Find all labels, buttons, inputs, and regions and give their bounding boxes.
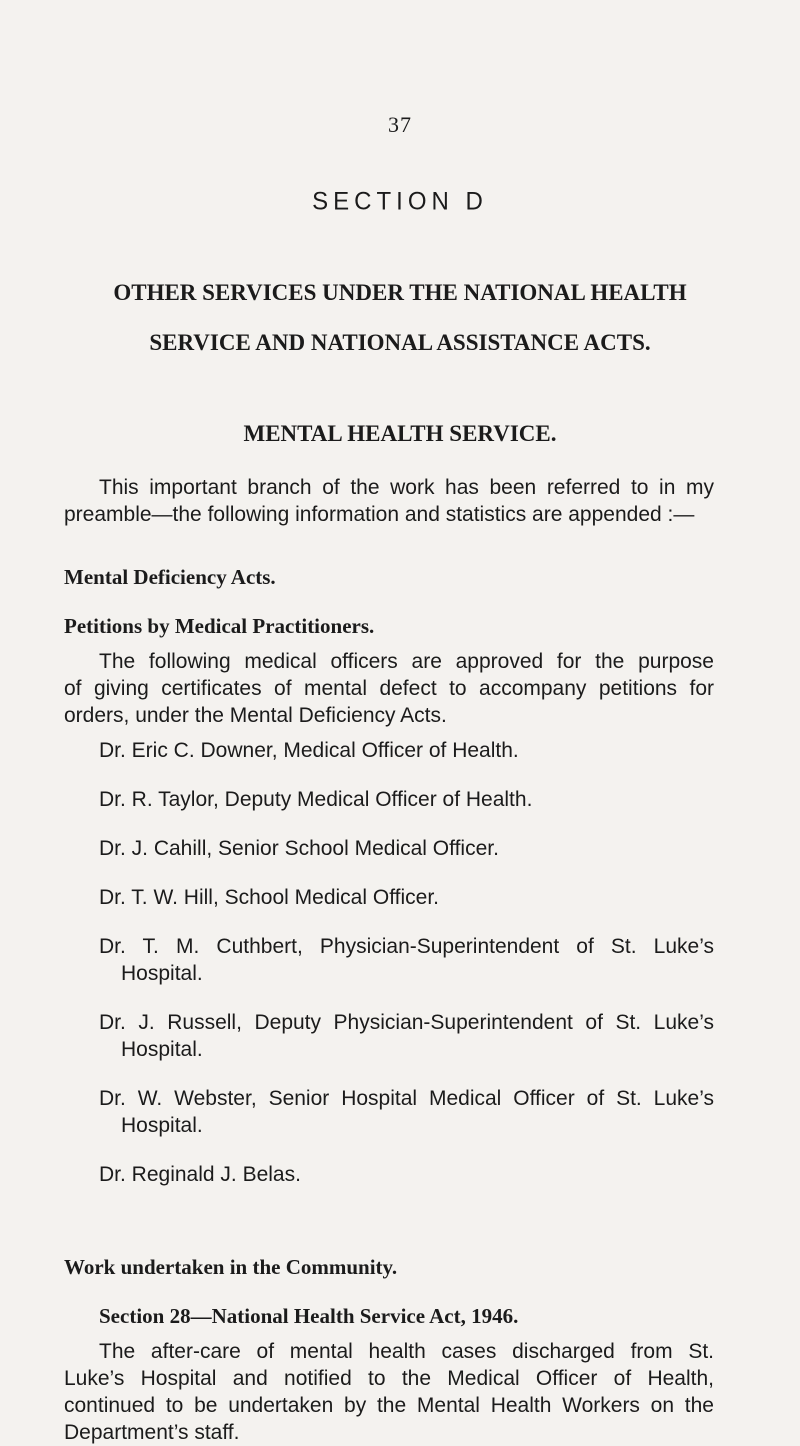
officer-entry [99,1161,714,1188]
officer-name: Dr. R. Taylor, Deputy Medical Officer of Health. [99,788,533,811]
petitions-line-1: The following medical officers are approved for the purpose [99,650,714,673]
aftercare-line-1: The after-care of mental health cases discharged from St. [99,1340,714,1363]
section-title: SECTION D [312,187,488,216]
officer-name: Dr. J. Cahill, Senior School Medical Officer. [99,837,499,860]
aftercare-line-3: continued to be undertaken by the Mental Health Workers on the [64,1394,714,1417]
petitions-heading: Petitions by Medical Practitioners. [64,614,375,638]
main-heading-line-2: SERVICE AND NATIONAL ASSISTANCE ACTS. [149,330,651,355]
officer-entry [99,1009,714,1063]
petitions-paragraph [64,648,714,729]
intro-line-1: This important branch of the work has been referred to in my [99,476,714,499]
petitions-line-2: of giving certificates of mental defect to accompany petitions for [64,677,714,700]
mental-deficiency-heading: Mental Deficiency Acts. [64,565,276,589]
officer-entry [99,737,714,764]
intro-line-2: preamble—the following information and statistics are appended :— [64,503,695,526]
section-28-heading: Section 28—National Health Service Act, 1946. [99,1304,519,1328]
page-number: 37 [388,112,412,137]
officer-name: Dr. Reginald J. Belas. [99,1163,301,1186]
officer-name-continuation: Hospital. [121,962,203,985]
petitions-line-3: orders, under the Mental Deficiency Acts. [64,704,447,727]
officer-name: Dr. J. Russell, Deputy Physician-Superintendent of St. Luke’s [99,1011,714,1034]
officer-entry [99,1085,714,1139]
aftercare-line-2: Luke’s Hospital and notified to the Medical Officer of Health, [64,1367,714,1390]
aftercare-paragraph [64,1338,714,1446]
officer-entry [99,884,714,911]
officer-name: Dr. W. Webster, Senior Hospital Medical Officer of St. Luke’s [99,1087,714,1110]
aftercare-line-4: Department’s staff. [64,1421,240,1444]
officer-entry [99,786,714,813]
officer-name: Dr. Eric C. Downer, Medical Officer of Health. [99,739,519,762]
intro-paragraph [64,474,714,528]
mental-health-heading: MENTAL HEALTH SERVICE. [243,421,557,446]
officer-name-continuation: Hospital. [121,1038,203,1061]
main-heading-line-1: OTHER SERVICES UNDER THE NATIONAL HEALTH [113,280,687,305]
officer-name: Dr. T. W. Hill, School Medical Officer. [99,886,439,909]
officer-name: Dr. T. M. Cuthbert, Physician-Superintendent of St. Luke’s [99,935,714,958]
officer-entry [99,835,714,862]
officer-entry [99,933,714,987]
community-heading: Work undertaken in the Community. [64,1255,398,1279]
officer-name-continuation: Hospital. [121,1114,203,1137]
